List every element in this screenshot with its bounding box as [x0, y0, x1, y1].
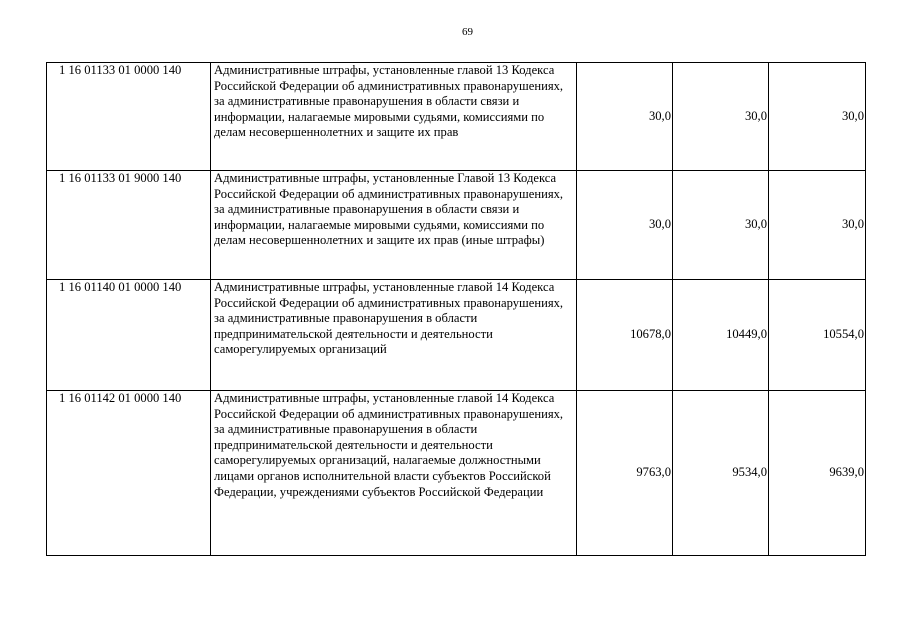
amount-year-3: 10554,0: [769, 280, 866, 391]
revenue-description: Административные штрафы, установленные главой 13 Кодекса Российской Федерации об административных правонарушениях, за административные правонарушения в области связи и информации, налагаемые мировыми судьями, комиссиями по делам несовершеннолетних и защите их прав: [211, 63, 577, 171]
revenue-description: Административные штрафы, установленные Главой 13 Кодекса Российской Федерации об административных правонарушениях, за административные правонарушения в области связи и информации, налагаемые мировыми судьями, комиссиями по делам несовершеннолетних и защите их прав (иные штрафы): [211, 171, 577, 280]
table-row: [47, 280, 866, 391]
budget-revenue-table: [46, 62, 866, 556]
amount-year-3: 9639,0: [769, 391, 866, 556]
amount-year-1: 30,0: [577, 63, 673, 171]
revenue-code: 1 16 01140 01 0000 140: [47, 280, 211, 391]
revenue-description: Административные штрафы, установленные главой 14 Кодекса Российской Федерации об административных правонарушениях, за административные правонарушения в области предпринимательской деятельности и деятельности саморегулируемых организаций, налагаемые должностными лицами органов исполнительной власти субъектов Российской Федерации, учреждениями субъектов Российской Федерации: [211, 391, 577, 556]
amount-year-1: 30,0: [577, 171, 673, 280]
amount-year-1: 10678,0: [577, 280, 673, 391]
revenue-code: 1 16 01133 01 9000 140: [47, 171, 211, 280]
table-row: [47, 63, 866, 171]
amount-year-2: 9534,0: [673, 391, 769, 556]
amount-year-3: 30,0: [769, 63, 866, 171]
amount-year-3: 30,0: [769, 171, 866, 280]
table-row: [47, 391, 866, 556]
amount-year-1: 9763,0: [577, 391, 673, 556]
revenue-code: 1 16 01133 01 0000 140: [47, 63, 211, 171]
amount-year-2: 10449,0: [673, 280, 769, 391]
revenue-code: 1 16 01142 01 0000 140: [47, 391, 211, 556]
amount-year-2: 30,0: [673, 63, 769, 171]
table-row: [47, 171, 866, 280]
page-number: 69: [462, 26, 473, 38]
amount-year-2: 30,0: [673, 171, 769, 280]
revenue-description: Административные штрафы, установленные главой 14 Кодекса Российской Федерации об административных правонарушениях, за административные правонарушения в области предпринимательской деятельности и деятельности саморегулируемых организаций: [211, 280, 577, 391]
